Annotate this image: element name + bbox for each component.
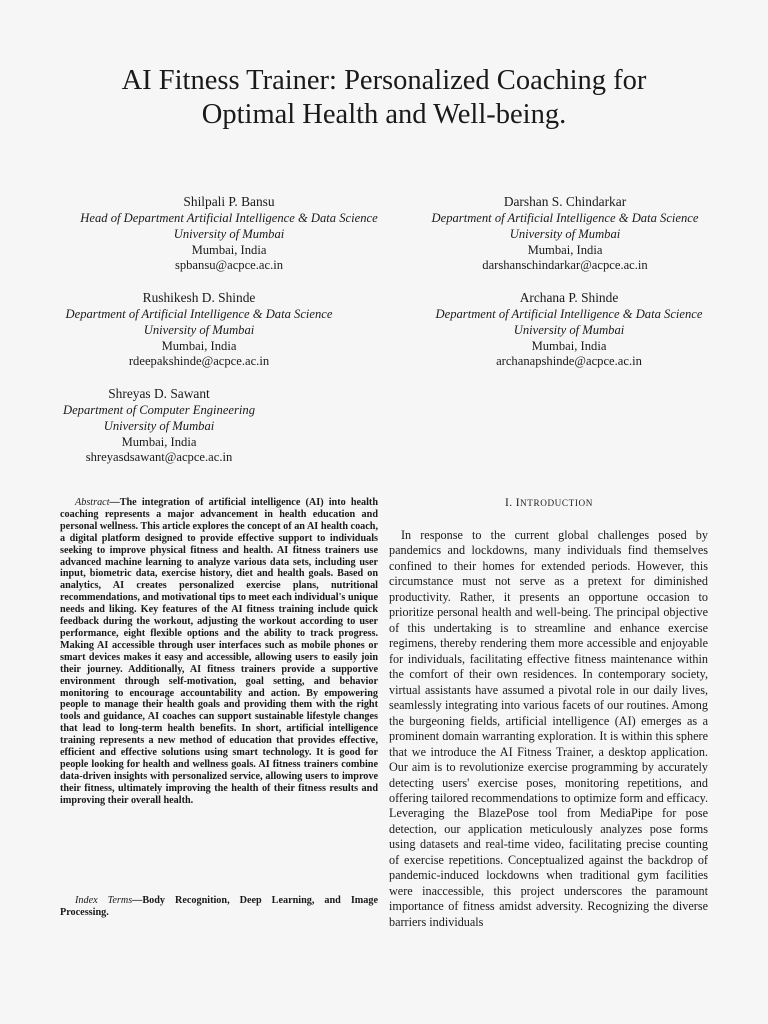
author-university: University of Mumbai [143, 322, 255, 337]
author-name: Rushikesh D. Shinde [142, 290, 256, 305]
index-terms-label: Index Terms [75, 895, 133, 906]
author-department: Department of Artificial Intelligence & Data Science [431, 211, 699, 225]
author-name: Archana P. Shinde [519, 290, 619, 305]
author-location: Mumbai, India [191, 242, 267, 257]
author-block [60, 193, 398, 274]
author-block [400, 289, 738, 370]
title-line-2: Optimal Health and Well-being. [201, 99, 567, 130]
author-block [30, 385, 288, 466]
author-email: shreyasdsawant@acpce.ac.in [85, 450, 233, 465]
author-location: Mumbai, India [531, 338, 607, 353]
author-department: Department of Artificial Intelligence & Data Science [65, 307, 333, 321]
author-block [30, 289, 368, 370]
author-location: Mumbai, India [161, 338, 237, 353]
title-line-1: AI Fitness Trainer: Personalized Coaching for [121, 65, 647, 96]
author-department: Head of Department Artificial Intelligence & Data Science [80, 211, 378, 225]
author-email: archanapshinde@acpce.ac.in [496, 354, 642, 369]
author-block [398, 193, 732, 274]
author-name: Shilpali P. Bansu [183, 194, 275, 209]
section-title-initial: I [515, 497, 521, 509]
abstract [60, 497, 378, 807]
author-department: Department of Computer Engineering [62, 403, 256, 417]
introduction-paragraph: In response to the current global challenges posed by pandemics and lockdowns, many individuals find themselves confined to their homes for extended periods. However, this circumstance must not serve as a pretext for diminished productivity. Rather, it presents an opportune occasion to prioritize personal health and well-being. The principal objective of this undertaking is to streamline and enhance exercise regimens, thereby rendering them more accessible and enjoyable for individuals, facilitating effective fitness maintenance within the comfort of their own residences. In contemporary society, virtual assistants have assumed a pivotal role in our daily lives, seamlessly integrating into various facets of our routines. Among the burgeoning fields, artificial intelligence (AI) emerges as a prominent domain warranting exploration. It is within this sphere that we introduce the AI Fitness Trainer, a desktop application. Our aim is to revolutionize exercise programming by accurately detecting users' exercise poses, monitoring repetitions, and offering tailored recommendations to optimize form and efficacy. Leveraging the BlazePose tool from MediaPipe for pose detection, our application meticulously analyzes pose forms using datasets and real-time video, facilitating precise counting of exercise repetitions. Conceptualized against the backdrop of pandemic-induced lockdowns when traditional gym facilities were inaccessible, this project underscores the paramount importance of fitness amidst adversity. Recognizing the diverse barriers individuals [389, 528, 708, 929]
author-location: Mumbai, India [527, 242, 603, 257]
author-email: spbansu@acpce.ac.in [174, 258, 284, 273]
author-university: University of Mumbai [513, 322, 625, 337]
introduction-body [389, 528, 708, 932]
section-heading [389, 497, 709, 509]
author-name: Shreyas D. Sawant [108, 386, 210, 401]
paper-title [40, 64, 728, 132]
author-name: Darshan S. Chindarkar [503, 194, 627, 209]
section-title-rest: NTRODUCTION [520, 498, 593, 508]
author-email: darshanschindarkar@acpce.ac.in [482, 258, 648, 273]
index-terms-body: —Body Recognition, Deep Learning, and Image Processing. [60, 895, 378, 918]
index-terms [60, 895, 378, 919]
abstract-body: —The integration of artificial intelligence (AI) into health coaching represents a major advancement in health education and personal wellness. This article explores the concept of an AI health coach, a digital platform designed to provide effective support to individuals seeking to improve physical fitness and health. AI fitness trainers use advanced machine learning to analyze various data sets, including user input, biometric data, exercise history, diet and health goals. Based on analytics, AI creates personalized exercise plans, nutritional recommendations, and motivational tips to meet each individual's unique needs and liking. Key features of the AI fitness training include quick feedback during the workout, adjusting the workout according to user performance, eight flexible options and the ability to track progress. Making AI accessible through user interfaces such as mobile phones or smart devices makes it easy and accessible, allowing users to easily join their journey. Additionally, AI fitness trainers provide a supportive environment through self-motivation, goal setting, and behavior monitoring to encourage accountability and action. By empowering people to manage their health goals and providing them with the right tools and guidance, AI coaches can support sustainable lifestyle changes that lead to long-term health benefits. In short, artificial intelligence training represents a new method of education that provides effective, efficient and effective solutions using smart technology. It is good for people looking for health and wellness goals. AI fitness trainers combine data-driven insights with personalized service, allowing users to improve their fitness, ultimately improving the health of their fitness results and improving their overall health. [60, 497, 378, 806]
section-number: I. [505, 497, 513, 509]
author-university: University of Mumbai [509, 226, 621, 241]
abstract-label: Abstract [75, 497, 110, 508]
author-university: University of Mumbai [173, 226, 285, 241]
author-department: Department of Artificial Intelligence & Data Science [435, 307, 703, 321]
author-email: rdeepakshinde@acpce.ac.in [128, 354, 270, 369]
author-university: University of Mumbai [103, 418, 215, 433]
author-location: Mumbai, India [121, 434, 197, 449]
